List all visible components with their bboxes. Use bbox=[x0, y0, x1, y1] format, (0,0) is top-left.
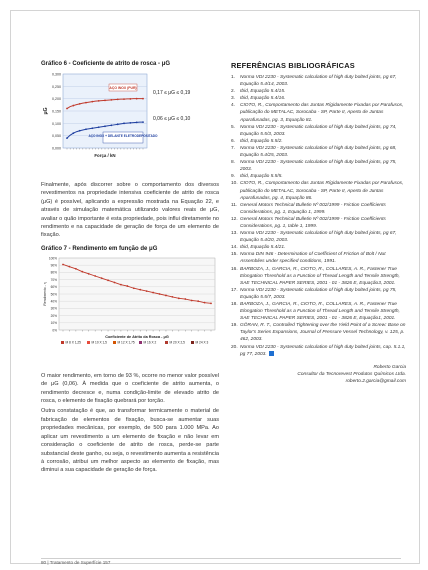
y-tick-label: 50% bbox=[50, 292, 57, 297]
reference-item bbox=[231, 322, 406, 343]
reference-number: 4. bbox=[231, 103, 236, 109]
reference-item bbox=[231, 344, 406, 358]
data-point bbox=[197, 300, 199, 302]
y-tick-label: 10% bbox=[50, 320, 57, 325]
paragraph-2: O maior rendimento, em torno de 93 %, ocorre no menor valor possível de μG (0,06). À medida que o coeficiente de atrito aumenta, o rendimento decresce e, numa condição-limite de elevado atrito de rosca, o elemento de fixação quebrará por torção. bbox=[41, 372, 219, 405]
data-point bbox=[204, 302, 206, 304]
figure7-title: Gráfico 7 - Rendimento em função de μG bbox=[41, 245, 158, 252]
y-tick-label: 0,050 bbox=[52, 134, 61, 139]
reference-item bbox=[231, 74, 406, 88]
y-tick-label: 20% bbox=[50, 313, 57, 318]
reference-text: Ibid, Equação 5.4/16. bbox=[240, 96, 286, 102]
reference-item bbox=[231, 124, 406, 138]
reference-number: 16. bbox=[231, 266, 238, 272]
reference-number: 5. bbox=[231, 124, 236, 130]
x-axis-label: Força / kN bbox=[94, 153, 116, 158]
reference-item bbox=[231, 230, 406, 244]
reference-number: 8. bbox=[231, 160, 236, 166]
reference-text: BARBOZA, J., GARCIA, R., CIOTO, R., COLLARES, A. R., Fastener True Elongation Threshold as a Function of Thread Length and Tensile Strength, SAE TECHNICAL PAPER SERIES, 2001 - 01 - 3826 E, Equação1, 2001. bbox=[240, 302, 400, 322]
data-point bbox=[120, 284, 122, 286]
data-point bbox=[88, 273, 90, 275]
data-point bbox=[62, 263, 64, 265]
reference-item bbox=[231, 145, 406, 159]
data-point bbox=[152, 292, 154, 294]
data-point bbox=[178, 297, 180, 299]
reference-text: Norma VDI 2230 - Systematic calculation of high duty bolted joints, cap. 5.1.1, pg 77, 2003. bbox=[240, 344, 406, 357]
author-signature bbox=[231, 364, 406, 385]
author-role: Consultor da Tecnorevest Produtos Químicos Ltda. bbox=[297, 371, 406, 377]
reference-text: Norma VDI 2230 - Systematic calculation of high duty bolted joints, pg 75, Equação 5.5/7, 2003. bbox=[240, 287, 397, 300]
efficiency-chart-svg bbox=[41, 255, 219, 361]
reference-text: Ibid, Equação 5.4/15. bbox=[240, 89, 286, 95]
data-point bbox=[139, 289, 141, 291]
reference-number: 14. bbox=[231, 245, 238, 251]
reference-text: Norma VDI 2230 - Systematic calculation of high duty bolted joints, pg 75, 2003. bbox=[240, 160, 397, 173]
y-tick-label: 30% bbox=[50, 306, 57, 311]
author-name: Roberto Garcia bbox=[373, 364, 406, 370]
reference-item bbox=[231, 244, 406, 251]
reference-number: 19. bbox=[231, 323, 238, 329]
reference-item bbox=[231, 202, 406, 216]
reference-number: 6. bbox=[231, 138, 236, 144]
references-title: REFERÊNCIAS BIBLIOGRÁFICAS bbox=[231, 61, 355, 70]
data-point bbox=[101, 277, 103, 279]
data-point bbox=[146, 290, 148, 292]
reference-item bbox=[231, 173, 406, 180]
data-point bbox=[191, 299, 193, 301]
y-tick-label: 0% bbox=[52, 328, 57, 333]
references-list bbox=[231, 74, 406, 358]
paragraph-1: Finalmente, após discorrer sobre o comportamento dos diversos revestimentos na propriedade intensiva coeficiente de atrito de rosca (μG) é possível, aplicando a expressão mostrada na Equação 22, e através de simulação matemática utilizando valores reais de μG, avaliar o quão importante é esta propriedade, pois influi diretamente no rendimento e na capacidade de geração de força de um elemento de fixação. bbox=[41, 182, 219, 239]
reference-text: Norma VDI 2230 - Systematic calculation of high duty bolted joints, pg 68, Equação 5.4/25, 2003. bbox=[240, 145, 397, 159]
data-point bbox=[81, 271, 83, 273]
reference-text: Norma VDI 2230 - Systematic calculation of high duty bolted joints, pg 67, Equação 5.4/14, 2003. bbox=[240, 75, 397, 88]
reference-number: 3. bbox=[231, 96, 236, 102]
data-point bbox=[159, 293, 161, 295]
reference-number: 10. bbox=[231, 181, 238, 187]
data-point bbox=[94, 275, 96, 277]
legend-label: M 16 X 2 bbox=[143, 340, 157, 345]
reference-number: 2. bbox=[231, 89, 236, 95]
data-point bbox=[133, 287, 135, 289]
magazine-page bbox=[10, 10, 420, 564]
data-point bbox=[210, 302, 212, 304]
reference-number: 12. bbox=[231, 216, 238, 222]
legend-label: M 24 X 3 bbox=[195, 340, 209, 345]
reference-text: GÖRAN, R. T., Controlled Tightening over the Yield Point of a Screw: Base on Taylor's Series Expansions, Journal of Pressure Vessel Technology, v. 125, p. 462, 2003. bbox=[240, 323, 406, 343]
reference-item bbox=[231, 301, 406, 322]
reference-text: BARBOZA, J., GARCIA, R., CIOTO, R., COLLARES, A. R., Fastener True Elongation Threshold as a Function of Thread Length and Tensile Strength, SAE TECHNICAL PAPER SERIES, 2001 - 01 - 3826 E, Equação3, 2001. bbox=[240, 266, 400, 286]
figure6-chart bbox=[41, 70, 219, 175]
y-tick-label: 40% bbox=[50, 299, 57, 304]
y-tick-label: 0,200 bbox=[52, 97, 61, 102]
y-axis-label: Rendimento - η bbox=[43, 282, 47, 306]
data-point bbox=[165, 294, 167, 296]
data-point bbox=[107, 279, 109, 281]
end-of-article-mark bbox=[269, 351, 274, 356]
legend-swatch bbox=[165, 341, 168, 344]
figure7-chart bbox=[41, 255, 219, 366]
legend-swatch bbox=[191, 341, 194, 344]
data-point bbox=[126, 285, 128, 287]
annotation-label: 0,17 ≤ μG ≤ 0,19 bbox=[153, 90, 191, 96]
legend-label: M 8 X 1,25 bbox=[65, 340, 81, 345]
reference-number: 7. bbox=[231, 145, 236, 151]
reference-item bbox=[231, 266, 406, 287]
y-tick-label: 90% bbox=[50, 263, 57, 268]
reference-item bbox=[231, 88, 406, 95]
y-tick-label: 0,250 bbox=[52, 84, 61, 89]
reference-number: 18. bbox=[231, 302, 238, 307]
reference-item bbox=[231, 138, 406, 145]
reference-item bbox=[231, 251, 406, 265]
y-tick-label: 70% bbox=[50, 277, 57, 282]
reference-text: Norma VDI 2230 - Systematic calculation of high duty bolted joints, pg 74, Equação 5.5/3, 2003. bbox=[240, 124, 397, 137]
reference-item bbox=[231, 159, 406, 173]
reference-text: Norma VDI 2230 - Systematic calculation of high duty bolted joints, pg 67, Equação 5.4/20, 2003. bbox=[240, 231, 397, 244]
right-column bbox=[231, 61, 406, 385]
reference-text: Ibid, Equação 5.4/21. bbox=[240, 245, 286, 251]
paragraph-3: Outra constatação é que, ao transformar termicamente o material de fabricação de elementos de fixação, busca-se aumentar suas propriedades mecânicas, por exemplo, de 500 para 1.000 MPa. Ao aplicar um revestimento a um elemento de fixação e não levar em consideração o coeficiente de atrito de rosca, perde-se parte substancial deste ganho, ou seja, o revestimento aumenta a resistência à corrosão, atribui um melhor aspecto ao elemento de fixação, mas diminui a sua capacidade de geração de força. bbox=[41, 408, 219, 474]
reference-number: 13. bbox=[231, 231, 238, 237]
reference-text: Ibid, Equação 5.5/2. bbox=[240, 138, 283, 144]
y-tick-label: 0,300 bbox=[52, 72, 61, 77]
y-tick-label: 0,100 bbox=[52, 121, 61, 126]
reference-item bbox=[231, 287, 406, 301]
data-point bbox=[184, 298, 186, 300]
left-column bbox=[41, 61, 219, 477]
data-point bbox=[171, 296, 173, 298]
legend-label: M 20 X 2,5 bbox=[169, 340, 185, 345]
legend-swatch bbox=[139, 341, 142, 344]
series-2-label: AÇO INOX + DELANTE ELETRODEPOSITADO bbox=[88, 134, 158, 138]
reference-number: 1. bbox=[231, 75, 236, 80]
reference-text: General Motors Technical Bulletin Nº 002/1999 - Friction Coefficients Considerations, pg. 1, table 1, 1999. bbox=[240, 216, 386, 229]
reference-number: 11. bbox=[231, 202, 238, 208]
y-tick-label: 100% bbox=[48, 256, 57, 261]
reference-text: Ibid, Equação 5.5/5. bbox=[240, 174, 283, 180]
legend-swatch bbox=[113, 341, 116, 344]
data-point bbox=[114, 281, 116, 283]
page-footer: 80 | Tratamento de Superfície 157 bbox=[41, 558, 401, 565]
reference-item bbox=[231, 102, 406, 123]
reference-text: CIOTO, R., Comportamento das Juntas Rígidamente Fixadas por Parafusos, publicação do METALAC, Sorocaba - SP, Parte II, Aperto de Juntas Aparafusadas, pg. 4, Equação 86. bbox=[240, 181, 404, 201]
friction-chart-svg bbox=[41, 70, 219, 170]
data-point bbox=[75, 268, 77, 270]
legend-label: M 12 X 1,75 bbox=[117, 340, 135, 345]
annotation-label: 0,06 ≤ μG ≤ 0,10 bbox=[153, 116, 191, 122]
reference-number: 17. bbox=[231, 287, 238, 293]
y-tick-label: 60% bbox=[50, 284, 57, 289]
reference-text: Norma DIN 946 - Determination of Coefficient of Friction of Bolt / Nut Assemblies under specified conditions, 1991. bbox=[240, 252, 386, 265]
y-axis-label: μG bbox=[43, 107, 49, 115]
y-tick-label: 0,000 bbox=[52, 146, 61, 151]
series-1-label: AÇO INOX (PUR) bbox=[109, 86, 137, 90]
legend-label: M 10 X 1,5 bbox=[91, 340, 107, 345]
reference-text: General Motors Technical Bulletin Nº 002/1999 - Friction Coefficients Considerations, pg. 1, Equação 1, 1999. bbox=[240, 202, 386, 215]
legend-swatch bbox=[87, 341, 90, 344]
legend-swatch bbox=[61, 341, 64, 344]
y-tick-label: 0,150 bbox=[52, 109, 61, 114]
y-tick-label: 80% bbox=[50, 270, 57, 275]
reference-number: 9. bbox=[231, 174, 236, 180]
reference-item bbox=[231, 95, 406, 102]
reference-number: 15. bbox=[231, 252, 238, 258]
figure6-title: Gráfico 6 - Coeficiente de atrito de rosca - μG bbox=[41, 61, 171, 67]
reference-text: CIOTO, R., Comportamento das Juntas Rígidamente Fixadas por Parafusos, publicação do METALAC, Sorocaba - SP, Parte II, Aperto de Juntas Aparafusadas, pg. 3, Equação 81. bbox=[240, 103, 404, 123]
reference-item bbox=[231, 180, 406, 201]
reference-item bbox=[231, 216, 406, 230]
author-email[interactable]: roberto.2.garcia@gmail.com bbox=[345, 378, 406, 384]
reference-number: 20. bbox=[231, 344, 238, 350]
x-axis-label: Coeficiente de Atrito da Rosca - μG bbox=[105, 334, 169, 339]
data-point bbox=[69, 266, 71, 268]
